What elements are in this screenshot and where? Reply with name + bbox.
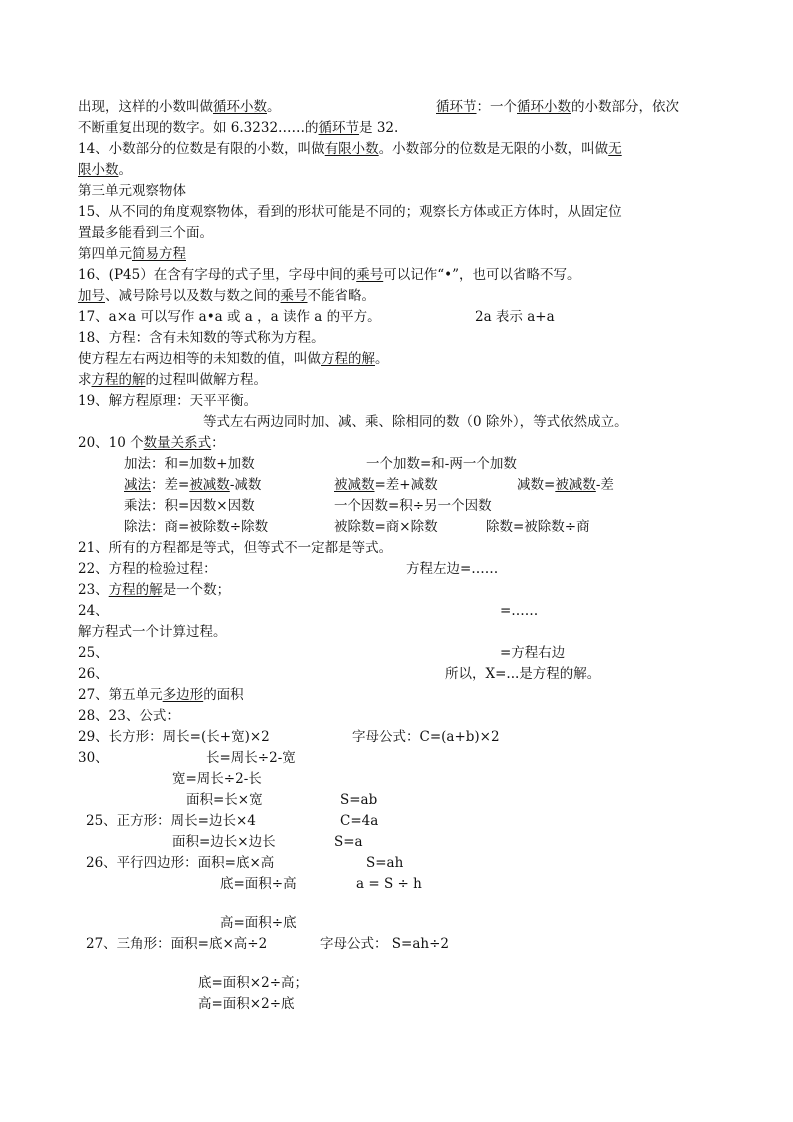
text-line: 一个加数=和-两一个加数 — [366, 456, 517, 472]
text-line: 28、23、公式： — [78, 708, 180, 724]
text-run: 、减号除号以及数与数之间的 — [105, 288, 281, 304]
text-line — [78, 287, 375, 305]
text-line: 方程左边=…… — [406, 561, 499, 577]
text-line: 25、正方形：周长=边长×4 — [86, 813, 256, 829]
text-line — [78, 98, 281, 116]
text-line — [78, 581, 230, 599]
text-line: 27、三角形：面积=底×高÷2 — [86, 936, 268, 952]
text-run: 16、(P45）在含有字母的式子里，字母中间的 — [78, 267, 357, 283]
text-line — [517, 476, 614, 494]
text-line — [78, 140, 622, 158]
text-line: =…… — [500, 603, 539, 619]
text-line — [78, 266, 581, 284]
text-line: 所以，X=...是方程的解。 — [445, 666, 601, 682]
text-line: 30、 — [78, 750, 109, 766]
text-line: 19、解方程原理：天平平衡。 — [78, 393, 258, 409]
term-plus-sign: 加号 — [78, 288, 105, 304]
term-minuend: 被减数 — [189, 477, 230, 493]
text-line: 宽=周长÷2-长 — [172, 771, 262, 787]
text-line: S=ah — [366, 855, 404, 871]
text-run: 减数= — [517, 477, 556, 493]
text-run: 使方程左右两边相等的未知数的值，叫做 — [78, 351, 321, 367]
text-line: 加法：和=加数+加数 — [124, 456, 255, 472]
text-line: 被除数=商×除数 — [334, 519, 438, 535]
text-run: 的面积 — [203, 687, 244, 703]
term-repetend: 循环节 — [436, 99, 477, 115]
text-line: a = S ÷ h — [356, 876, 422, 892]
text-line — [78, 350, 389, 368]
term-multiplication-sign: 乘号 — [280, 288, 308, 304]
term-polygon: 多边形 — [162, 687, 204, 703]
text-line: S=ab — [340, 792, 378, 808]
text-line: 底=面积÷高 — [220, 876, 297, 892]
term-minuend: 被减数 — [555, 477, 596, 493]
text-run: 23、 — [78, 582, 109, 598]
text-run: ： — [211, 435, 225, 451]
section-heading — [78, 245, 186, 263]
text-run: 。 — [267, 99, 281, 115]
text-run: 不能省略。 — [307, 288, 375, 304]
text-line: 2a 表示 a+a — [475, 309, 555, 325]
text-line — [124, 476, 261, 494]
term-repetend: 循环节 — [318, 120, 360, 136]
text-run: 27、第五单元 — [78, 687, 163, 703]
term-subtraction: 减法 — [124, 477, 151, 493]
text-line — [436, 98, 679, 116]
text-line: 高=面积÷底 — [220, 915, 297, 931]
text-line: 底=面积×2÷高； — [198, 975, 309, 991]
text-line — [78, 119, 398, 137]
text-line: 26、平行四边形：面积=底×高 — [86, 855, 275, 871]
text-line: 置最多能看到三个面。 — [78, 225, 213, 241]
text-line — [334, 476, 438, 494]
text-line: 21、所有的方程都是等式，但等式不一定都是等式。 — [78, 540, 393, 556]
text-run: 的过程叫做解方程。 — [145, 372, 267, 388]
text-line: S=a — [334, 834, 363, 850]
term-quantity-relations: 数量关系式 — [143, 435, 212, 451]
text-line: 字母公式： S=ah÷2 — [320, 936, 449, 952]
text-run: 可以记作“•”，也可以省略不写。 — [383, 267, 581, 283]
term-repeating-decimal: 循环小数 — [517, 99, 571, 115]
text-run: 14、小数部分的位数是有限的小数，叫做 — [78, 141, 325, 157]
term-multiplication-sign: 乘号 — [356, 267, 384, 283]
text-run: 第四单元 — [78, 246, 132, 262]
text-line: C=4a — [340, 813, 379, 829]
text-line: 29、长方形：周长=(长+宽)×2 — [78, 729, 270, 745]
term-equation-solution: 方程的解 — [108, 582, 163, 598]
text-line: 高=面积×2÷底 — [198, 996, 295, 1012]
text-run: ：差= — [151, 477, 190, 493]
text-line: 15、从不同的角度观察物体，看到的形状可能是不同的；观察长方体或正方体时，从固定位 — [78, 204, 622, 220]
text-line — [78, 686, 244, 704]
text-line: 18、方程：含有未知数的等式称为方程。 — [78, 330, 325, 346]
term-finite-decimal: 有限小数 — [324, 141, 379, 157]
text-run: 。小数部分的位数是无限的小数，叫做 — [378, 141, 609, 157]
term-infinite-decimal: 无 — [608, 141, 622, 157]
text-line: 除数=被除数÷商 — [486, 519, 590, 535]
term-minuend: 被减数 — [334, 477, 375, 493]
text-line: 等式左右两边同时加、减、乘、除相同的数（0 除外），等式依然成立。 — [203, 414, 628, 430]
text-run: -减数 — [229, 477, 262, 493]
text-line: 一个因数=积÷另一个因数 — [334, 498, 492, 514]
term-equation-solution: 方程的解 — [321, 351, 375, 367]
text-run: 求 — [78, 372, 92, 388]
text-run: 是 32. — [359, 120, 399, 136]
text-run: 的小数部分，依次 — [571, 99, 679, 115]
text-run: 。 — [118, 162, 132, 178]
text-run: -差 — [595, 477, 614, 493]
text-line: 乘法：积=因数×因数 — [124, 498, 255, 514]
term-simple-equation: 简易方程 — [132, 246, 186, 262]
text-line: 25、 — [78, 645, 109, 661]
text-run: 是一个数； — [162, 582, 231, 598]
text-line: 字母公式：C=(a+b)×2 — [352, 729, 500, 745]
text-line: 26、 — [78, 666, 109, 682]
term-infinite-decimal: 限小数 — [78, 162, 119, 178]
text-line: 24、 — [78, 603, 109, 619]
text-run: 出现，这样的小数叫做 — [78, 99, 213, 115]
text-line: 解方程式一个计算过程。 — [78, 624, 227, 640]
term-repeating-decimal: 循环小数 — [213, 99, 267, 115]
text-line: =方程右边 — [500, 645, 566, 661]
text-line — [78, 161, 132, 179]
text-run: ：一个 — [476, 99, 517, 115]
term-equation-solution: 方程的解 — [91, 372, 146, 388]
section-heading: 第三单元观察物体 — [78, 183, 186, 199]
text-run: 。 — [375, 351, 389, 367]
text-run: =差+减数 — [374, 477, 438, 493]
text-line: 17、a×a 可以写作 a•a 或 a ，a 读作 a 的平方。 — [78, 309, 381, 325]
text-line — [78, 434, 225, 452]
text-line: 除法：商=被除数÷除数 — [124, 519, 269, 535]
text-line: 长=周长÷2-宽 — [206, 750, 296, 766]
text-line: 面积=边长×边长 — [172, 834, 276, 850]
text-run: 不断重复出现的数字。如 6.3232……的 — [78, 120, 319, 136]
text-line: 22、方程的检验过程： — [78, 561, 217, 577]
text-run: 20、10 个 — [78, 435, 144, 451]
text-line — [78, 371, 267, 389]
text-line: 面积=长×宽 — [186, 792, 263, 808]
